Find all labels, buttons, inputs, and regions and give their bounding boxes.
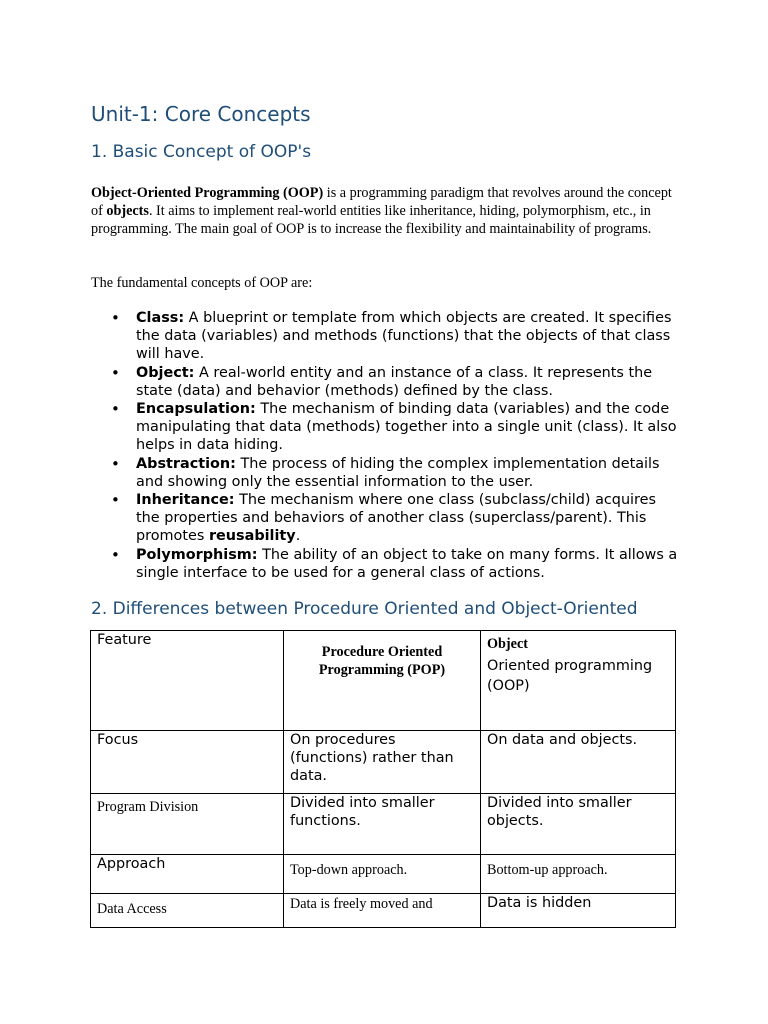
concept-text: A real-world entity and an instance of a class. It represents the state (data) and behavior (methods) defined by the class.	[136, 364, 653, 399]
list-item	[108, 491, 683, 546]
list-item	[108, 546, 683, 582]
section-1-heading: 1. Basic Concept of OOP's	[91, 142, 312, 162]
list-item	[108, 309, 683, 364]
bullet-icon: •	[111, 491, 120, 510]
cell-pop: Data is freely moved and	[284, 894, 481, 928]
objects-word: objects	[106, 203, 149, 219]
concept-text: A blueprint or template from which objects are created. It specifies the data (variables) and methods (functions) that the objects of that class will have.	[136, 310, 672, 363]
list-item	[108, 455, 683, 491]
header-feature: Feature	[91, 631, 284, 731]
cell-pop: Top-down approach.	[284, 855, 481, 894]
cell-oop: Data is hidden	[481, 894, 676, 928]
bullet-icon: •	[111, 363, 120, 382]
table-row	[91, 731, 676, 794]
concept-term: Inheritance:	[136, 492, 235, 509]
cell-oop: Bottom-up approach.	[481, 855, 676, 894]
concept-term: Encapsulation:	[136, 401, 256, 418]
cell-feature: Focus	[91, 731, 284, 794]
page-title: Unit-1: Core Concepts	[91, 102, 311, 126]
oop-term: Object-Oriented Programming (OOP)	[91, 185, 324, 201]
bullet-icon: •	[111, 545, 120, 564]
intro-text-b: . It aims to implement real-world entities like inheritance, hiding, polymorphism, etc., in programming. The main goal of OOP is to increase the flexibility and maintainability of programs.	[91, 203, 652, 237]
list-item	[108, 364, 683, 400]
bullet-icon: •	[111, 309, 120, 327]
bullet-icon: •	[111, 454, 120, 473]
cell-oop: On data and objects.	[481, 731, 676, 794]
concept-text: The ability of an object to take on many forms. It allows a single interface to be used for a general class of actions.	[136, 546, 678, 581]
concept-term: Class:	[136, 310, 185, 326]
table-header-row	[91, 631, 676, 731]
header-oop	[481, 631, 676, 731]
intro-text-a: is a programming paradigm that revolves around the concept of	[91, 185, 672, 219]
cell-pop: On procedures (functions) rather than data.	[284, 731, 481, 794]
concept-tail: .	[295, 528, 301, 545]
table-row	[91, 894, 676, 928]
bullet-icon: •	[111, 400, 120, 419]
concept-term: Abstraction:	[136, 455, 236, 472]
header-pop: Procedure Oriented Programming (POP)	[284, 631, 481, 731]
concept-text: The mechanism of binding data (variables) and the code manipulating that data (methods) together into a single unit (class). It also helps in data hiding.	[136, 401, 677, 454]
cell-oop: Divided into smaller objects.	[481, 794, 676, 855]
concepts-list	[108, 309, 683, 582]
concept-term: Object:	[136, 364, 195, 381]
concept-text: The mechanism where one class (subclass/child) acquires the properties and behaviors of another class (superclass/parent). This promotes	[136, 492, 657, 545]
cell-feature: Data Access	[91, 894, 284, 928]
table-row	[91, 855, 676, 894]
concept-term: Polymorphism:	[136, 546, 258, 563]
section-2-heading: 2. Differences between Procedure Oriented and Object-Oriented	[91, 599, 638, 619]
fundamentals-lead: The fundamental concepts of OOP are:	[91, 275, 313, 291]
cell-pop: Divided into smaller functions.	[284, 794, 481, 855]
reusability-word: reusability	[208, 528, 296, 545]
header-oop-rest: Oriented programming (OOP)	[487, 658, 653, 694]
cell-feature: Program Division	[91, 794, 284, 855]
intro-paragraph	[91, 184, 681, 238]
header-oop-word: Object	[487, 636, 528, 652]
list-item	[108, 400, 683, 455]
comparison-table	[90, 630, 676, 928]
concept-text: The process of hiding the complex implementation details and showing only the essential information to the user.	[136, 455, 660, 490]
cell-feature: Approach	[91, 855, 284, 894]
table-row	[91, 794, 676, 855]
